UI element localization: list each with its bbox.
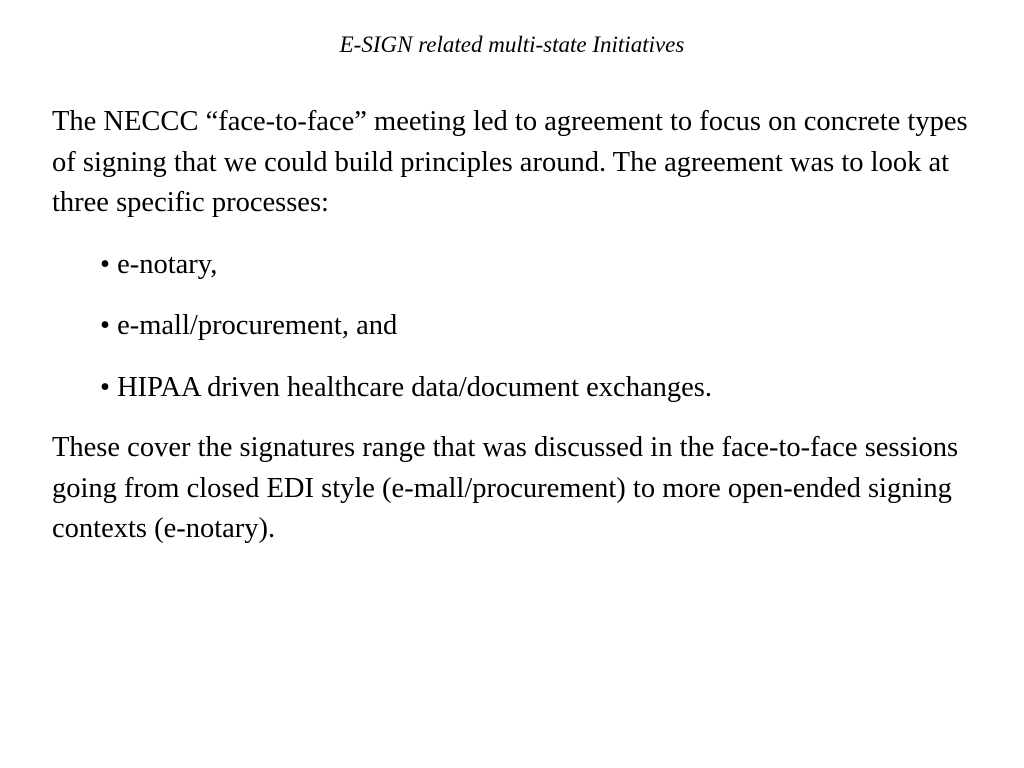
list-item-e-notary: • e-notary, bbox=[100, 248, 218, 280]
closing-paragraph: These cover the signatures range that was discussed in the face-to-face sessions going from closed EDI style (e-mall/procurement) to more open-ended signing contexts (e-notary). bbox=[52, 432, 959, 544]
list-item-e-mall: • e-mall/procurement, and bbox=[100, 310, 398, 341]
list-item-hipaa: • HIPAA driven healthcare data/document exchanges. bbox=[100, 371, 712, 403]
process-list bbox=[52, 245, 982, 409]
slide-body bbox=[52, 102, 982, 550]
slide-title: E-SIGN related multi-state Initiatives bbox=[339, 32, 685, 57]
intro-paragraph: The NECCC “face-to-face” meeting led to agreement to focus on concrete types of signing that we could build principles around. The agreement was to look at three specific processes: bbox=[52, 106, 968, 218]
